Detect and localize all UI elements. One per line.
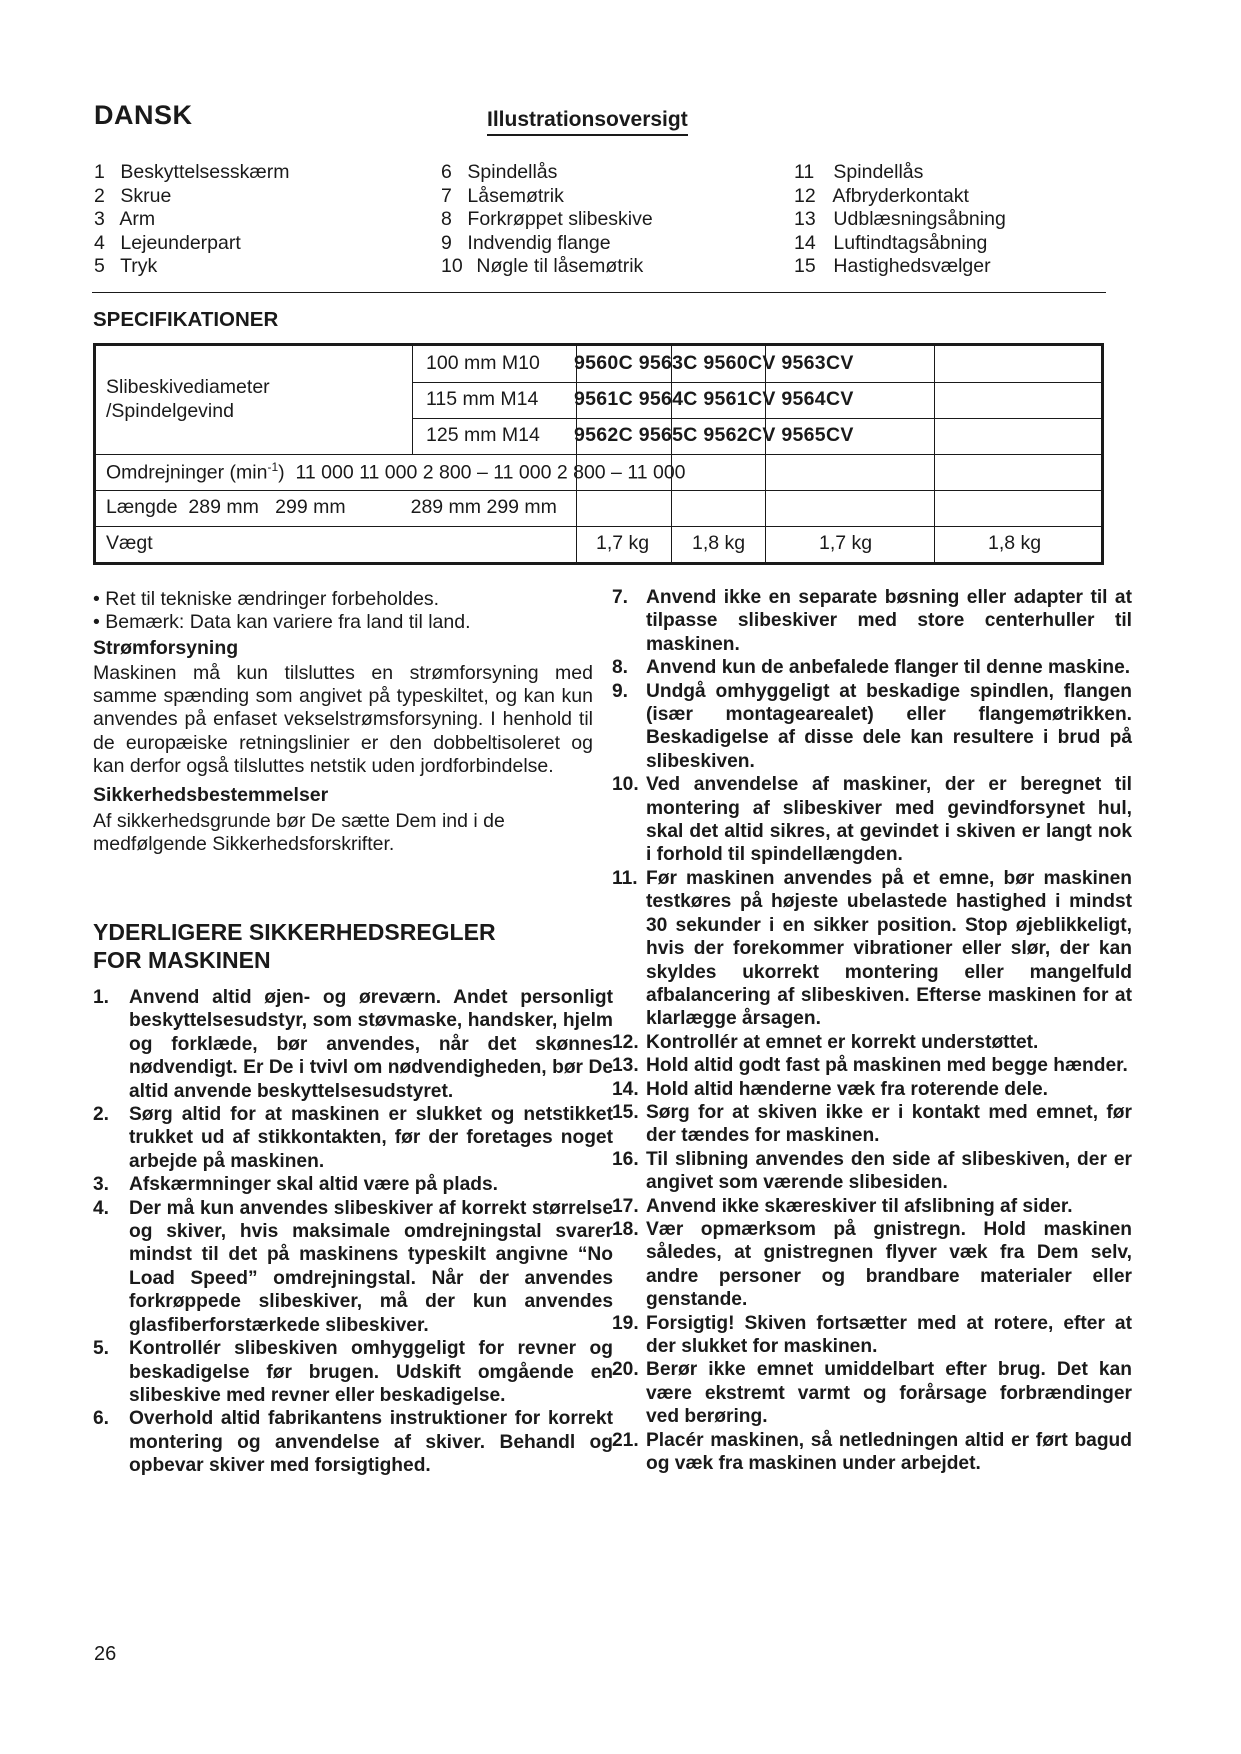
safety-rule: 2. Sørg altid for at maskinen er slukket og netstikket trukket ud af stikkontakten, før der foretages noget arbejde på maskinen. [93, 1104, 613, 1172]
disc-size-cell: 115 mm M14 [426, 388, 539, 410]
language-heading: DANSK [94, 100, 193, 130]
model-row: 9560C 9563C 9560CV 9563CV [574, 352, 854, 374]
safety-rule: 1. Anvend altid øjen- og øreværn. Andet personligt beskyttelsesudstyr, som støvmaske, handsker, hjelm og forklæde, bør anvendes, når det skønnes nødvendigt. Er De i tvivl om nødvendigheden, bør De altid anvende beskyttelsesudstyret. [93, 987, 613, 1102]
safety-rule: 17. Anvend ikke skæreskiver til afslibning af sider. [612, 1195, 1073, 1217]
legend-item: 10 Nøgle til låsemøtrik [441, 255, 644, 277]
safety-rule: 18. Vær opmærksom på gnistregn. Hold maskinen således, at gnistregnen flyver væk fra Dem selv, andre personer og brandbare materialer eller genstande. [612, 1218, 1132, 1311]
legend-item: 7 Låsemøtrik [441, 184, 564, 207]
safety-rule: 5. Kontrollér slibeskiven omhyggeligt for revner og beskadigelse før brugen. Udskift omgående en slibeskive med revner eller beskadigelse. [93, 1338, 613, 1406]
legend-item: 2 Skrue [94, 184, 172, 207]
page-number: 26 [94, 1643, 117, 1665]
safety-rule: 14. Hold altid hænderne væk fra roterende dele. [612, 1078, 1048, 1100]
legend-item: 13 Udblæsningsåbning [794, 208, 1006, 230]
weight-value: 1,8 kg [692, 532, 746, 554]
safety-rule: 7. Anvend ikke en separate bøsning eller adapter til at tilpasse slibeskiver med store centerhuller til maskinen. [612, 587, 1132, 655]
safety-rule: 8. Anvend kun de anbefalede flanger til denne maskine. [612, 657, 1131, 679]
safety-rule: 21. Placér maskinen, så netledningen altid er ført bagud og væk fra maskinen under arbejdet. [612, 1429, 1132, 1475]
safety-rule: 12. Kontrollér at emnet er korrekt understøttet. [612, 1031, 1039, 1053]
diameter-label: Slibeskivediameter [106, 376, 270, 398]
spindle-thread-label: /Spindelgevind [106, 400, 234, 422]
disc-size-cell: 125 mm M14 [426, 424, 540, 446]
legend-item: 14 Luftindtagsåbning [794, 231, 988, 254]
note-bullet: • Ret til tekniske ændringer forbeholdes. [93, 588, 440, 610]
safety-rule: 19. Forsigtig! Skiven fortsætter med at rotere, efter at der slukket for maskinen. [612, 1312, 1132, 1357]
legend-item: 15 Hastighedsvælger [794, 255, 991, 277]
specifications-heading: SPECIFIKATIONER [93, 308, 279, 331]
safety-rule: 11. Før maskinen anvendes på et emne, bør maskinen testkøres på højeste ubelastede hastighed i mindst 30 sekunder i en sikker position. Stop øjeblikkeligt, hvis der forekommer vibrationer eller slør, der kan skyldes ukorrekt montering eller mangelfuld afbalancering af slibeskiven. Efterse maskinen for at klarlægge årsagen. [612, 867, 1132, 1030]
legend-item: 9 Indvendig flange [441, 231, 611, 254]
safety-rule: 16. Til slibning anvendes den side af slibeskiven, der er angivet som værende slibesiden. [612, 1148, 1132, 1194]
safety-rule: 13. Hold altid godt fast på maskinen med begge hænder. [612, 1055, 1128, 1077]
safety-rule: 9. Undgå omhyggeligt at beskadige spindlen, flangen (især montagearealet) eller flangemøtrikken. Beskadigelse af disse dele kan resultere i brud på slibeskiven. [612, 680, 1132, 772]
model-row: 9561C 9564C 9561CV 9564CV [574, 388, 854, 410]
additional-safety-rules-heading: YDERLIGERE SIKKERHEDSREGLER FOR MASKINEN [93, 919, 496, 973]
safety-heading: Sikkerhedsbestemmelser [93, 784, 329, 807]
notes-section [93, 588, 593, 856]
legend-item: 4 Lejeunderpart [94, 231, 241, 254]
length-row: Længde 289 mm 299 mm 289 mm 299 mm [106, 496, 557, 518]
weight-label: Vægt [106, 532, 153, 554]
note-bullet: • Bemærk: Data kan variere fra land til land. [93, 611, 471, 634]
rpm-row: Omdrejninger $(\min^{-1})$ 11 000 11 000 2 800 – 11 000 2 800 – 11 000 [106, 460, 686, 484]
safety-rule: 6. Overhold altid fabrikantens instruktioner for korrekt montering og anvendelse af skiver. Behandl og opbevar skiver med forsigtighed. [93, 1408, 613, 1477]
legend-item: 5 Tryk [94, 255, 158, 277]
legend-column-2 [441, 161, 653, 279]
safety-text: Af sikkerhedsgrunde bør De sætte Dem ind i de medfølgende Sikkerhedsforskrifter. [93, 809, 505, 855]
illustration-overview-title: Illustrationsoversigt [487, 108, 688, 136]
safety-rules-list-left [93, 986, 613, 1478]
legend-item: 8 Forkrøppet slibeskive [441, 208, 653, 230]
legend-item: 11 Spindellås [794, 161, 924, 183]
legend-column-1 [94, 161, 289, 279]
specifications-table [93, 343, 1104, 565]
power-supply-text: Maskinen må kun tilsluttes en strømforsyning med samme spænding som angivet på typeskiltet, og kan kun anvendes på enfaset vekselstrømsforsyning. I henhold til de europæiske retningslinier er den dobbeltisoleret og kan derfor også tilsluttes netstik uden jordforbindelse. [93, 661, 593, 778]
legend-item: 6 Spindellås [441, 161, 558, 183]
model-row: 9562C 9565C 9562CV 9565CV [574, 424, 854, 446]
safety-rule: 4. Der må kun anvendes slibeskiver af korrekt størrelse og skiver, hvis maksimale omdrejningstal svarer mindst til det på maskinens typeskilt angivne “No Load Speed” omdrejningstal. Når der anvendes forkrøppede slibeskiver, må der kun anvendes glasfiberforstærkede slibeskiver. [93, 1197, 613, 1336]
weight-value: 1,7 kg [596, 532, 650, 554]
weight-value: 1,8 kg [988, 532, 1042, 554]
safety-rules-list-right [612, 586, 1132, 1475]
section-divider [92, 292, 1106, 293]
power-supply-heading: Strømforsyning [93, 636, 239, 659]
legend-column-3 [794, 161, 1006, 279]
weight-value: 1,7 kg [819, 532, 873, 554]
safety-rule: 20. Berør ikke emnet umiddelbart efter brug. Det kan være ekstremt varmt og forårsage forbrændinger ved berøring. [612, 1359, 1132, 1428]
disc-size-cell: 100 mm M10 [426, 352, 540, 374]
safety-rule: 10. Ved anvendelse af maskiner, der er beregnet til montering af slibeskiver med gevindforsynet hul, skal det altid sikres, at gevindet i skiven er langt nok i forhold til spindellængden. [612, 774, 1132, 866]
safety-rule: 3. Afskærmninger skal altid være på plads. [93, 1174, 498, 1196]
legend-item: 1 Beskyttelsesskærm [94, 161, 290, 183]
safety-rule: 15. Sørg for at skiven ikke er i kontakt med emnet, før der tændes for maskinen. [612, 1101, 1132, 1147]
legend-item: 12 Afbryderkontakt [794, 184, 969, 207]
legend-item: 3 Arm [94, 208, 156, 230]
